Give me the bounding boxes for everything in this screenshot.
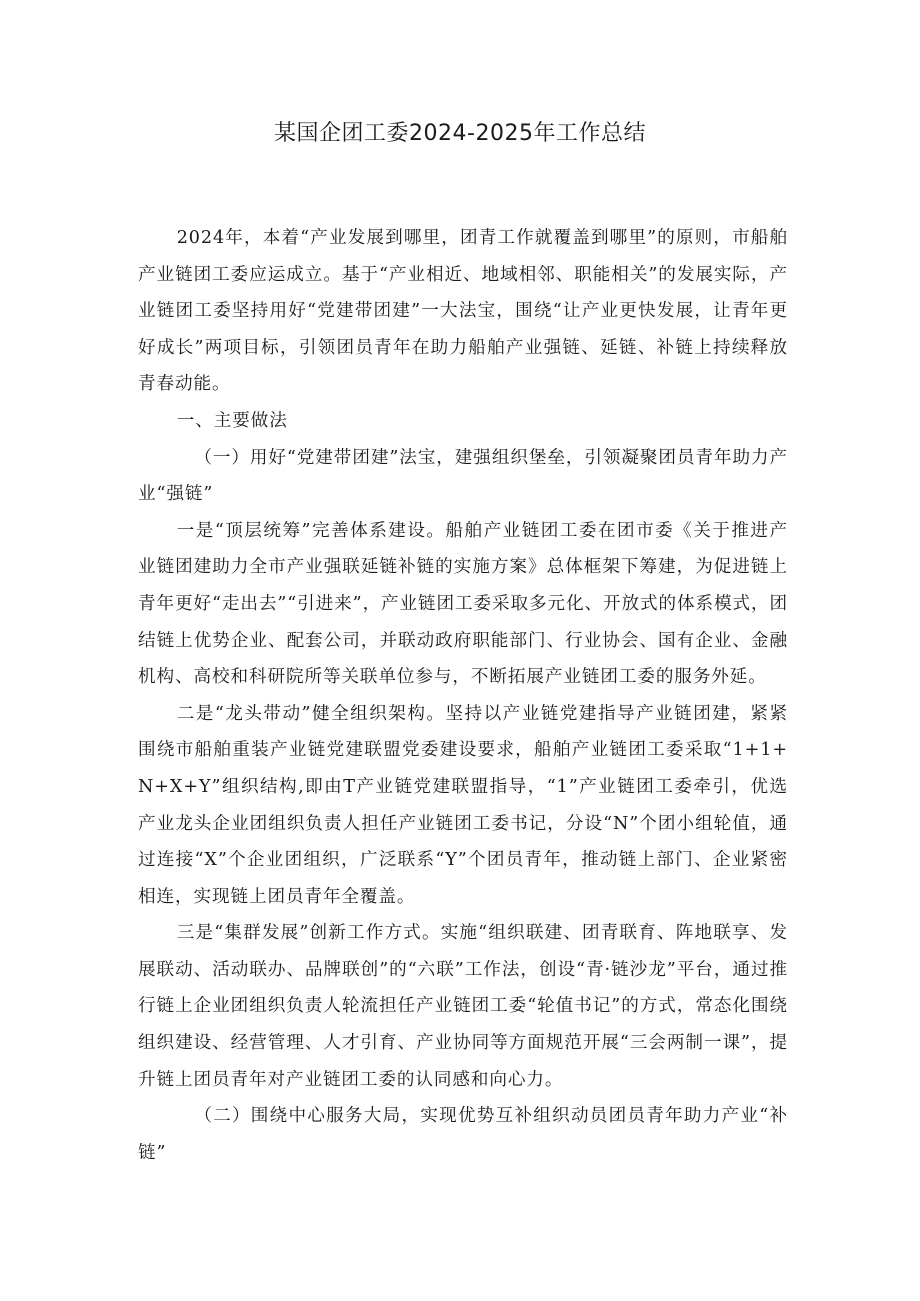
document-title: 某国企团工委2024-2025年工作总结 [274, 121, 646, 146]
paragraph-cluster-development: 三是“集群发展”创新工作方式。实施“组织联建、团青联育、阵地联享、发展联动、活动联办、品牌联创”的“六联”工作法，创设“青·链沙龙”平台，通过推行链上企业团组织负责人轮流担任产业链团工委“轮值书记”的方式，常态化围绕组织建设、经营管理、人才引育、产业协同等方面规范开展“三会两制一课”，提升链上团员青年对产业链团工委的认同感和向心力。 [138, 923, 788, 1090]
subsection-heading-2: （二）围绕中心服务大局，实现优势互补组织动员团员青年助力产业“补链” [138, 1106, 788, 1163]
paragraph-top-level-planning: 一是“顶层统筹”完善体系建设。船舶产业链团工委在团市委《关于推进产业链团建助力全市产业强联延链补链的实施方案》总体框架下筹建，为促进链上青年更好“走出去”“引进来”，产业链团工委采取多元化、开放式的体系模式，团结链上优势企业、配套公司，并联动政府职能部门、行业协会、国有企业、金融机构、高校和科研院所等关联单位参与，不断拓展产业链团工委的服务外延。 [138, 520, 788, 688]
document-body [138, 220, 788, 1171]
section-heading-main-practices: 一、主要做法 [176, 410, 288, 431]
paragraph-leading-enterprise: 二是“龙头带动”健全组织架构。坚持以产业链党建指导产业链团建，紧紧围绕市船舶重装产业链党建联盟党委建设要求，船舶产业链团工委采取“1+1+N+X+Y”组织结构,即由T产业链党建联盟指导，“1”产业链团工委牵引，优选产业龙头企业团组织负责人担任产业链团工委书记，分设“N”个团小组轮值，通过连接“X”个企业团组织，广泛联系“Y”个团员青年，推动链上部门、企业紧密相连，实现链上团员青年全覆盖。 [138, 703, 788, 907]
subsection-heading-1: （一）用好“党建带团建”法宝，建强组织堡垒，引领凝聚团员青年助力产业“强链” [138, 447, 788, 505]
intro-paragraph: 2024年，本着“产业发展到哪里，团青工作就覆盖到哪里”的原则，市船舶产业链团工委应运成立。基于“产业相近、地域相邻、职能相关”的发展实际，产业链团工委坚持用好“党建带团建”一大法宝，围绕“让产业更快发展，让青年更好成长”两项目标，引领团员青年在助力船舶产业强链、延链、补链上持续释放青春动能。 [138, 228, 788, 395]
